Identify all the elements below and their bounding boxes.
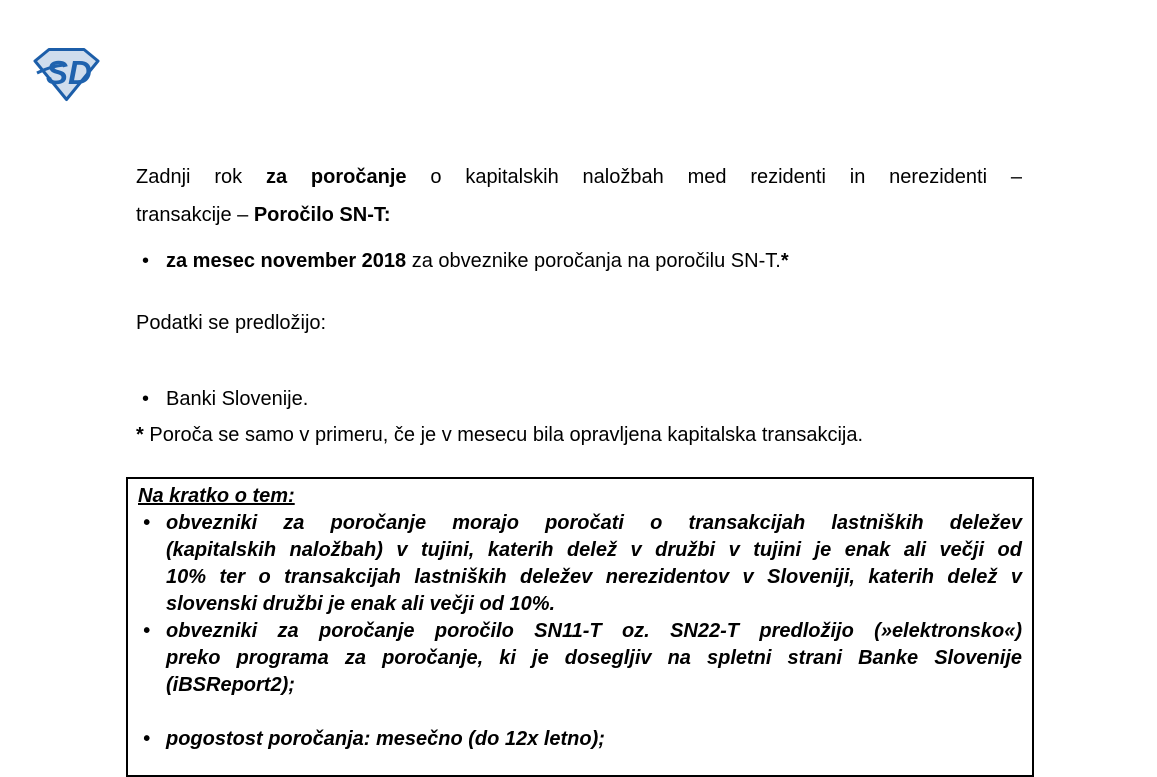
- deadline-text: [166, 250, 789, 272]
- sd-logo: [33, 47, 100, 102]
- box-bullet1-line3: 10% ter o transakcijah lastniških deležev nerezidentov v Sloveniji, katerih delež v: [166, 566, 1022, 588]
- box-bullet-1: [138, 510, 1022, 618]
- intro-line1-regular-end: o kapitalskih naložbah med rezidenti in nerezidenti –: [406, 166, 1022, 188]
- submission-item-text: Banki Slovenije.: [166, 388, 309, 410]
- box-bullet2-line1: obvezniki za poročanje poročilo SN11-T oz. SN22-T predložijo (»elektronsko«): [166, 620, 1022, 642]
- deadline-bullet-item: [136, 247, 1052, 275]
- bullet-dot: •: [143, 728, 151, 750]
- box-bullet2-line3: (iBSReport2);: [166, 674, 295, 696]
- submission-bullet-item: [136, 385, 1052, 413]
- intro-line2-bold: Poročilo SN-T:: [253, 204, 391, 226]
- box-bullet-3: [138, 726, 1022, 753]
- deadline-asterisk: *: [780, 250, 789, 272]
- intro-paragraph: [136, 158, 1022, 234]
- intro-line2-regular: transakcije –: [136, 204, 254, 226]
- bullet-dot: •: [142, 388, 150, 410]
- deadline-bold: za mesec november 2018: [166, 250, 407, 272]
- box-bullet1-line4: slovenski družbi je enak ali večji od 10%.: [166, 593, 556, 615]
- footnote: [136, 421, 1022, 449]
- intro-line-1: [136, 158, 1022, 196]
- bullet-dot: •: [143, 620, 151, 642]
- intro-line1-bold: za poročanje: [265, 166, 407, 188]
- bullet-dot: •: [143, 512, 151, 534]
- logo-letters: SD: [46, 54, 92, 91]
- box-bullet-2-text: [166, 618, 1022, 699]
- intro-line-2: [136, 196, 1022, 234]
- footnote-asterisk: *: [136, 424, 144, 446]
- submission-heading: Podatki se predložijo:: [136, 312, 327, 334]
- bullet-dot: •: [142, 250, 150, 272]
- footnote-text: Poroča se samo v primeru, če je v mesecu bila opravljena kapitalska transakcija.: [143, 424, 864, 446]
- box-bullet3-line1: pogostost poročanja: mesečno (do 12x letno);: [166, 728, 605, 750]
- intro-line1-regular-start: Zadnji rok: [136, 166, 266, 188]
- box-bullet2-line2: preko programa za poročanje, ki je dosegljiv na spletni strani Banke Slovenije: [166, 647, 1022, 669]
- box-bullet-1-text: [166, 510, 1022, 618]
- box-bullet-2: [138, 618, 1022, 699]
- box-bullet1-line1: obvezniki za poročanje morajo poročati o transakcijah lastniških deležev: [166, 512, 1022, 534]
- box-bullet-3-text: [166, 726, 1022, 753]
- box-title: Na kratko o tem:: [138, 485, 295, 507]
- info-box: [126, 477, 1034, 777]
- deadline-regular: za obveznike poročanja na poročilu SN-T.: [406, 250, 781, 272]
- box-bullet1-line2: (kapitalskih naložbah) v tujini, katerih delež v družbi v tujini je enak ali večji od: [166, 539, 1022, 561]
